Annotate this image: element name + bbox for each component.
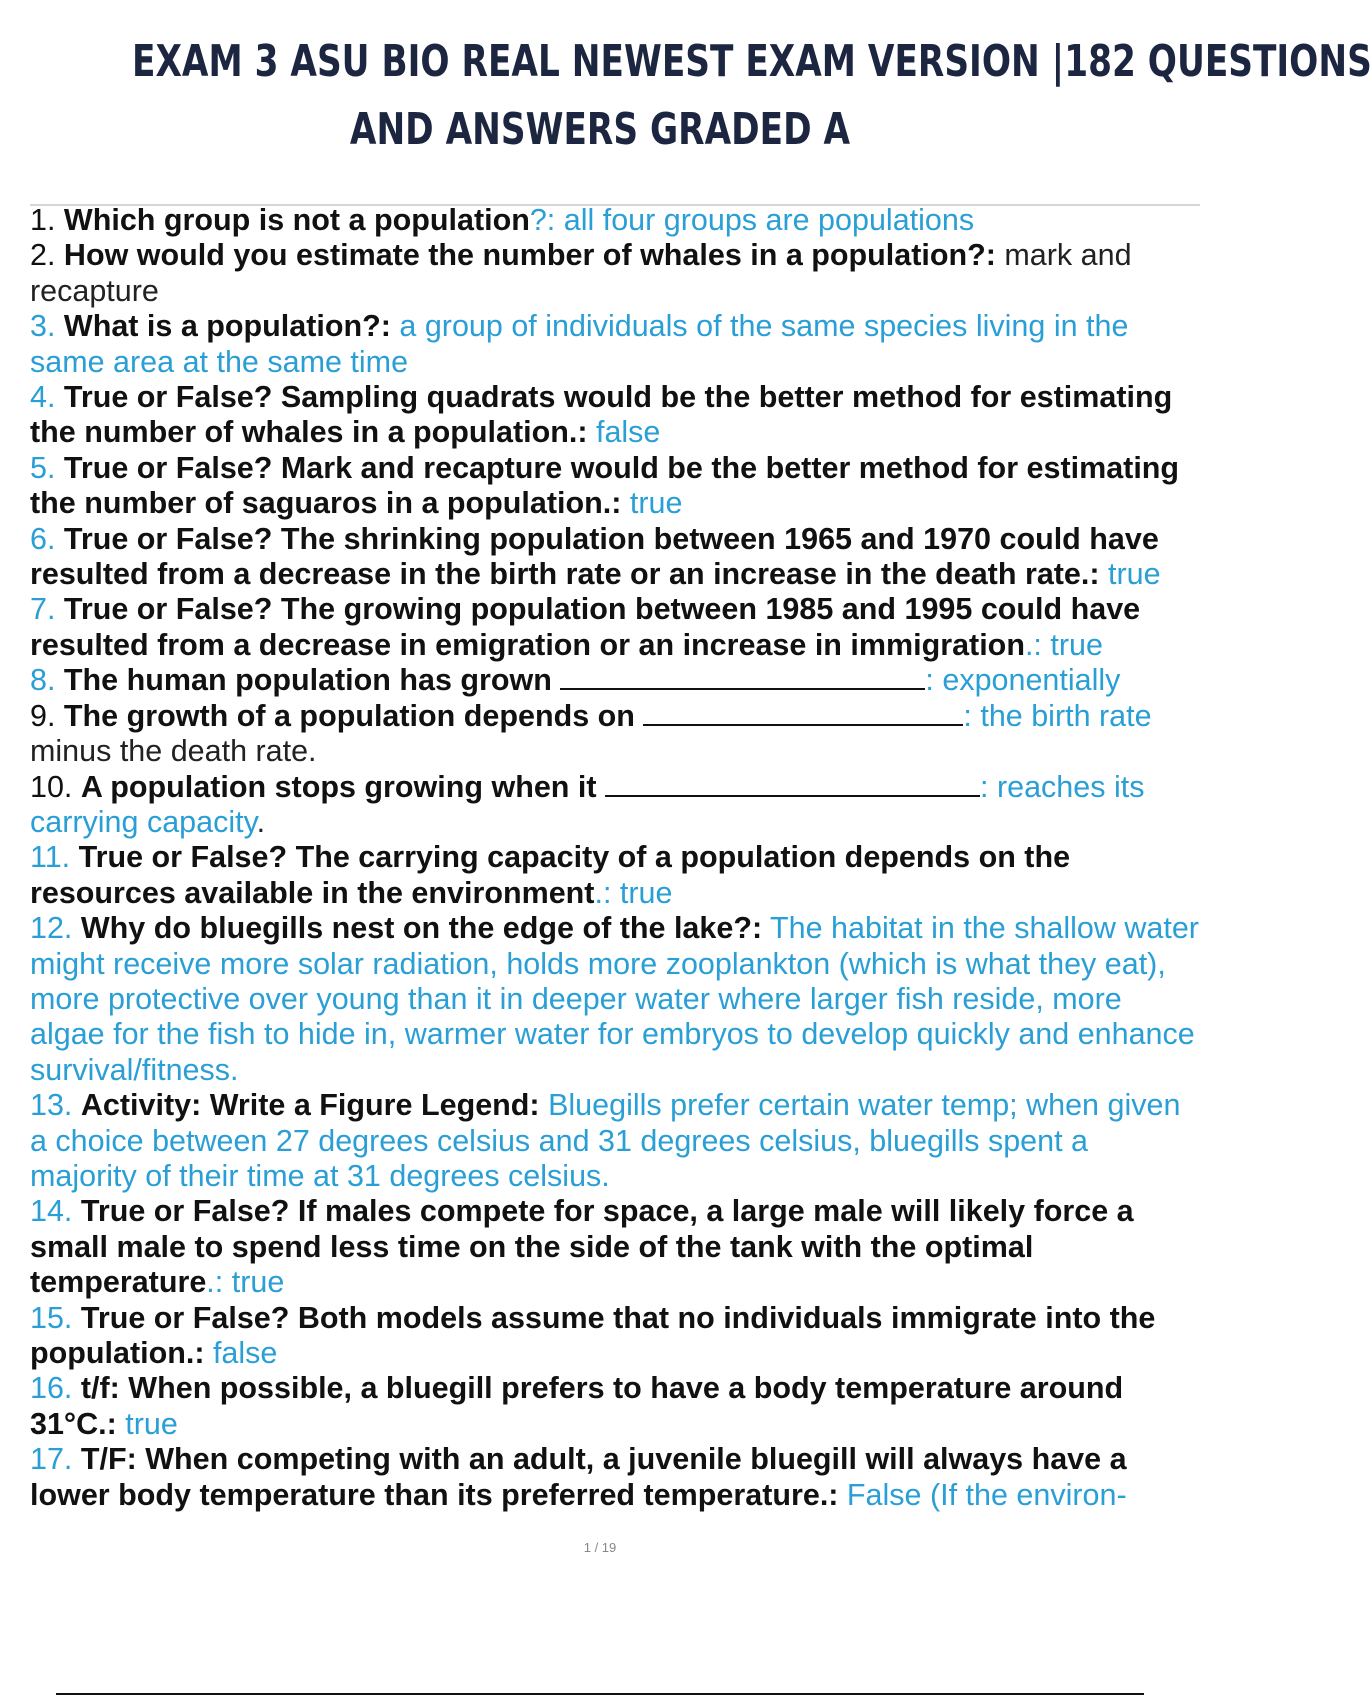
question-7 — [30, 592, 1202, 663]
answer-text: a group of individuals of the same species living in the same area at the same time — [30, 309, 1129, 379]
question-text: Why do bluegills nest on the edge of the lake?: — [80, 911, 763, 946]
question-text: Activity: Write a Figure Legend: — [80, 1088, 540, 1123]
answer-text: true — [223, 1265, 285, 1300]
question-text: t/f: When possible, a bluegill prefers to have a body temperature around 31°C.: — [30, 1371, 1124, 1441]
question-8 — [30, 663, 1202, 698]
question-10 — [30, 770, 1202, 841]
question-number: 1. — [30, 203, 56, 237]
question-list — [30, 203, 1202, 1513]
question-text: True or False? The growing population between 1985 and 1995 could have resulted from a decrease in emigration or an increase in immigration — [30, 592, 1141, 662]
question-text: How would you estimate the number of whales in a population?: — [63, 238, 996, 273]
question-text: Which group is not a population — [63, 203, 530, 237]
question-14 — [30, 1194, 1202, 1300]
question-text: True or False? The shrinking population between 1965 and 1970 could have resulted from a decrease in the birth rate or an increase in the death rate.: — [30, 521, 1159, 592]
answer-text: all four groups are populations — [555, 203, 975, 237]
answer-text: false — [204, 1336, 278, 1370]
question-separator: : — [963, 698, 972, 733]
answer-text: mark and recapture — [30, 238, 1132, 308]
question-1 — [30, 203, 1202, 238]
question-12 — [30, 911, 1202, 1088]
answer-text: true — [611, 875, 673, 910]
question-separator: : — [925, 663, 934, 698]
question-number: 11. — [30, 840, 71, 875]
question-15 — [30, 1301, 1202, 1372]
question-text: True or False? The carrying capacity of a population depends on the resources available in the environment — [30, 840, 1071, 910]
question-text: The growth of a population depends on — [63, 698, 635, 733]
answer-text: exponentially — [933, 663, 1121, 698]
question-number: 6. — [30, 521, 56, 556]
question-text: T/F: When competing with an adult, a juvenile bluegill will always have a lower body temperature than its preferred temperature.: — [30, 1442, 1127, 1512]
question-number: 4. — [30, 380, 56, 415]
answer-continuation: minus the death rate. — [30, 734, 317, 769]
answer-text: true — [621, 486, 683, 521]
bottom-rule — [56, 1693, 1144, 1695]
title-line-2: AND ANSWERS GRADED A — [349, 104, 851, 155]
question-5 — [30, 451, 1202, 522]
fill-in-blank — [560, 664, 925, 690]
answer-text: true — [116, 1406, 178, 1441]
question-number: 12. — [30, 911, 73, 946]
question-17 — [30, 1442, 1202, 1513]
question-text: The human population has grown — [63, 663, 552, 698]
question-16 — [30, 1371, 1202, 1442]
question-number: 16. — [30, 1371, 73, 1406]
question-text: A population stops growing when it — [80, 769, 597, 804]
question-separator: .: — [1024, 627, 1042, 662]
question-number: 3. — [30, 309, 56, 344]
question-text: True or False? If males compete for space, a large male will likely force a small male to spend less time on the side of the tank with the optimal temperature — [30, 1194, 1134, 1300]
question-separator: .: — [206, 1265, 224, 1300]
question-number: 2. — [30, 238, 56, 273]
answer-text: false — [587, 415, 661, 450]
question-11 — [30, 840, 1202, 911]
question-number: 15. — [30, 1300, 73, 1335]
question-number: 5. — [30, 450, 56, 485]
answer-text: The habitat in the shallow water might receive more solar radiation, holds more zooplankton (which is what they eat), more protective over young than it in deeper water where larger fish reside, more algae for the fish to hide in, warmer water for embryos to develop quickly and enhance survival/fitness. — [30, 911, 1199, 1087]
question-text: What is a population?: — [63, 309, 391, 344]
document-title — [132, 28, 1372, 164]
question-number: 13. — [30, 1088, 73, 1123]
fill-in-blank — [643, 700, 963, 726]
question-text: True or False? Mark and recapture would be the better method for estimating the number of saguaros in a population.: — [30, 450, 1180, 521]
question-4 — [30, 380, 1202, 451]
question-number: 8. — [30, 663, 56, 698]
question-number: 7. — [30, 592, 56, 627]
question-separator: : — [980, 769, 989, 804]
question-3 — [30, 309, 1202, 380]
question-13 — [30, 1088, 1202, 1194]
question-6 — [30, 522, 1202, 593]
answer-text: reaches its carrying capacity — [30, 769, 1145, 839]
fill-in-blank — [605, 771, 980, 797]
answer-text: the birth rate — [971, 698, 1152, 733]
question-number: 10. — [30, 769, 73, 804]
question-separator: .: — [594, 875, 612, 910]
question-number: 17. — [30, 1442, 73, 1477]
question-text: True or False? Sampling quadrats would be the better method for estimating the number of whales in a population.: — [30, 380, 1173, 450]
answer-period: . — [256, 804, 266, 839]
question-text: True or False? Both models assume that no individuals immigrate into the population.: — [30, 1300, 1156, 1370]
page-number: 1 / 19 — [583, 1540, 617, 1555]
answer-text: true — [1099, 557, 1161, 592]
question-separator: ?: — [529, 203, 556, 237]
answer-text: true — [1041, 627, 1103, 662]
title-line-1: EXAM 3 ASU BIO REAL NEWEST EXAM VERSION |182 QUESTIONS — [132, 36, 1372, 87]
question-9 — [30, 699, 1202, 770]
question-number: 9. — [30, 698, 56, 733]
answer-text: False (If the environ- — [838, 1477, 1127, 1512]
answer-text: Bluegills prefer certain water temp; when given a choice between 27 degrees celsius and 31 degrees celsius, bluegills spent a majority of their time at 31 degrees celsius. — [30, 1088, 1181, 1193]
question-number: 14. — [30, 1194, 73, 1229]
question-2 — [30, 238, 1202, 309]
